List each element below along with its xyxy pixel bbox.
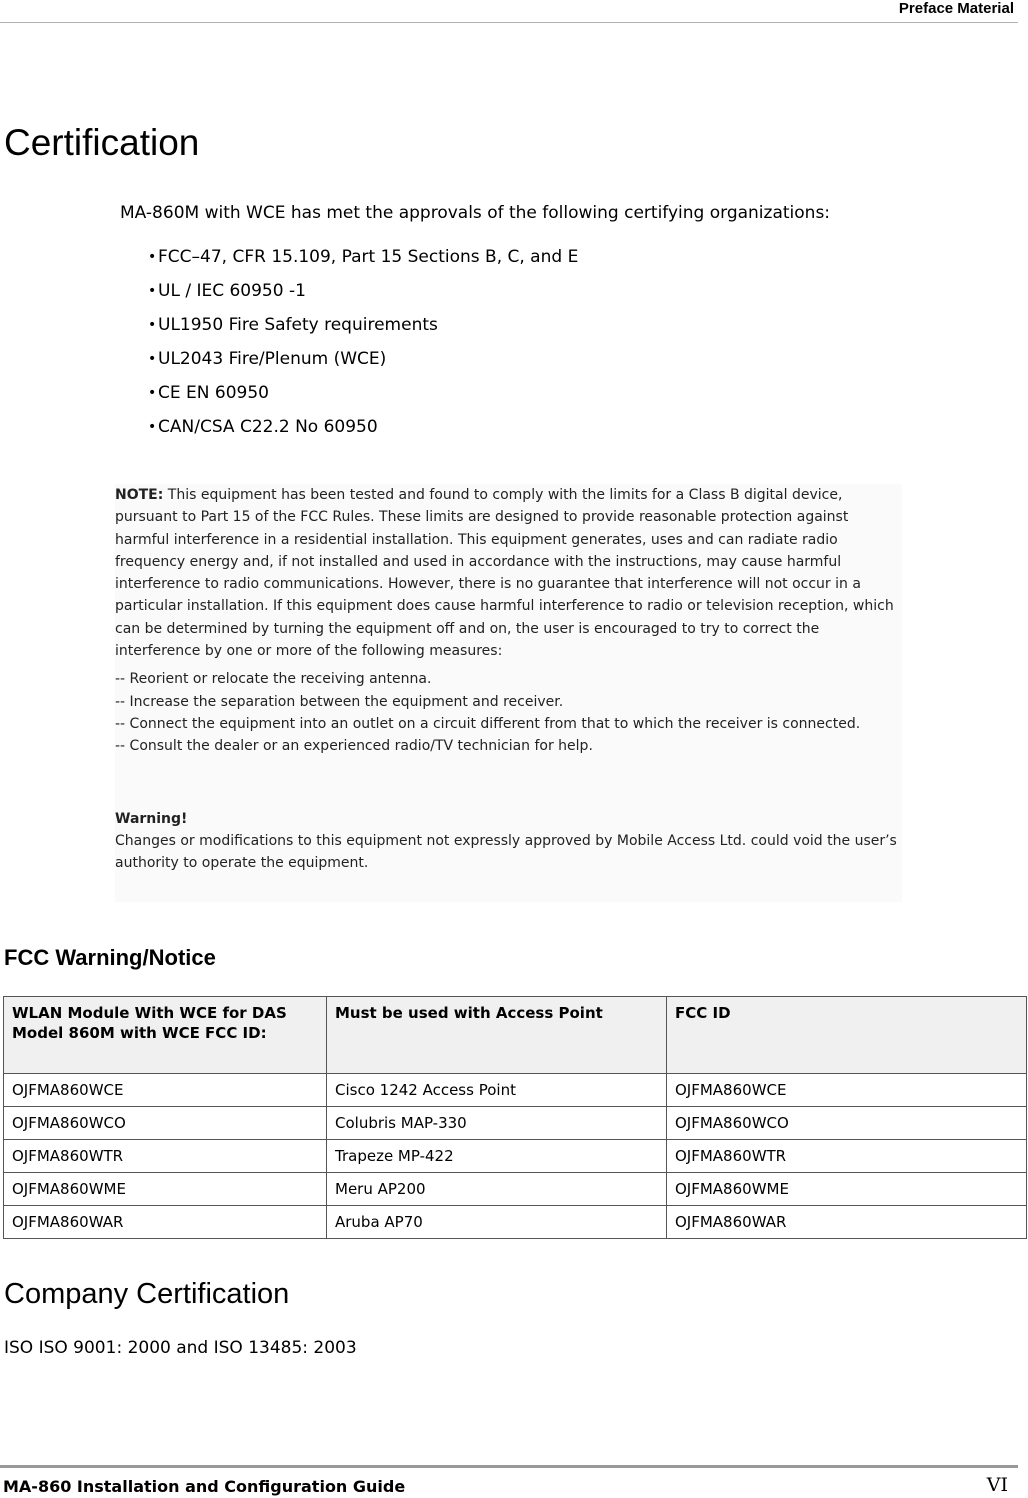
note-text: This equipment has been tested and found to comply with the limits for a Class B digital device, pursuant to Part 15 of the FCC Rules. These limits are designed to provide reasonable protection against harmful interference in a residential installation. This equipment generates, uses and can radiate radio frequency energy and, if not installed and used in accordance with the instructions, may cause harmful interference to radio communications. However, there is no guarantee that interference will not occur in a particular installation. If this equipment does cause harmful interference to radio or television reception, which can be determined by turning the equipment off and on, the user is encouraged to try to correct the interference by one or more of the following measures: <box>115 487 894 660</box>
list-item <box>118 376 578 410</box>
list-item-text: UL / IEC 60950 -1 <box>158 281 306 301</box>
bullet-icon: • <box>148 419 157 435</box>
company-heading: Company Certification <box>4 1278 290 1310</box>
list-item-text: FCC–47, CFR 15.109, Part 15 Sections B, C, and E <box>158 247 579 267</box>
table-row <box>4 1074 1027 1107</box>
list-item <box>118 410 578 444</box>
list-item <box>118 240 578 274</box>
measure-item: -- Increase the separation between the equipment and receiver. <box>115 693 564 710</box>
table-cell: OJFMA860WME <box>667 1173 1027 1206</box>
page-number: VI <box>986 1474 1008 1496</box>
measure-item: -- Consult the dealer or an experienced radio/TV technician for help. <box>115 738 593 755</box>
list-item-text: CE EN 60950 <box>158 383 269 403</box>
table-cell: OJFMA860WCE <box>4 1074 327 1107</box>
list-item-text: UL2043 Fire/Plenum (WCE) <box>158 349 387 369</box>
table-cell: OJFMA860WME <box>4 1173 327 1206</box>
certification-heading: Certification <box>4 122 200 163</box>
table-header-row <box>4 997 1027 1074</box>
warning-text: Changes or modifications to this equipment not expressly approved by Mobile Access Ltd. could void the user’s authority to operate the equipment. <box>115 832 897 872</box>
note-label: NOTE: <box>115 487 164 503</box>
table-cell: Aruba AP70 <box>327 1206 667 1239</box>
column-header: WLAN Module With WCE for DAS Model 860M with WCE FCC ID: <box>4 997 327 1074</box>
table-cell: Cisco 1242 Access Point <box>327 1074 667 1107</box>
list-item <box>118 274 578 308</box>
note-paragraph <box>115 484 902 662</box>
measure-item: -- Reorient or relocate the receiving antenna. <box>115 671 432 688</box>
table-row <box>4 1206 1027 1239</box>
bullet-icon: • <box>148 249 157 265</box>
table-cell: Colubris MAP-330 <box>327 1107 667 1140</box>
footer-title: MA-860 Installation and Configuration Guide <box>3 1477 406 1496</box>
list-item <box>118 308 578 342</box>
column-header: FCC ID <box>667 997 1027 1074</box>
table-row <box>4 1173 1027 1206</box>
table-cell: Meru AP200 <box>327 1173 667 1206</box>
table-row <box>4 1107 1027 1140</box>
fcc-heading: FCC Warning/Notice <box>4 945 216 970</box>
certification-list <box>118 240 578 444</box>
warning-label: Warning! <box>115 810 188 827</box>
bullet-icon: • <box>148 317 157 333</box>
table-cell: OJFMA860WTR <box>667 1140 1027 1173</box>
table-cell: OJFMA860WAR <box>4 1206 327 1239</box>
table-cell: OJFMA860WTR <box>4 1140 327 1173</box>
fcc-table <box>3 996 1027 1239</box>
table-cell: OJFMA860WCO <box>4 1107 327 1140</box>
fcc-notice-image <box>115 484 902 902</box>
bullet-icon: • <box>148 351 157 367</box>
list-item-text: UL1950 Fire Safety requirements <box>158 315 438 335</box>
table-cell: OJFMA860WAR <box>667 1206 1027 1239</box>
page-footer <box>0 1465 1018 1498</box>
table-cell: Trapeze MP-422 <box>327 1140 667 1173</box>
bullet-icon: • <box>148 385 157 401</box>
table-cell: OJFMA860WCO <box>667 1107 1027 1140</box>
company-text: ISO ISO 9001: 2000 and ISO 13485: 2003 <box>4 1338 357 1358</box>
page-header <box>0 0 1018 23</box>
bullet-icon: • <box>148 283 157 299</box>
column-header: Must be used with Access Point <box>327 997 667 1074</box>
certification-intro: MA-860M with WCE has met the approvals of the following certifying organizations: <box>120 203 831 223</box>
list-item <box>118 342 578 376</box>
header-title: Preface Material <box>898 0 1014 17</box>
table-row <box>4 1140 1027 1173</box>
list-item-text: CAN/CSA C22.2 No 60950 <box>158 417 378 437</box>
measure-item: -- Connect the equipment into an outlet on a circuit different from that to which the receiver is connected. <box>115 715 861 732</box>
table-cell: OJFMA860WCE <box>667 1074 1027 1107</box>
